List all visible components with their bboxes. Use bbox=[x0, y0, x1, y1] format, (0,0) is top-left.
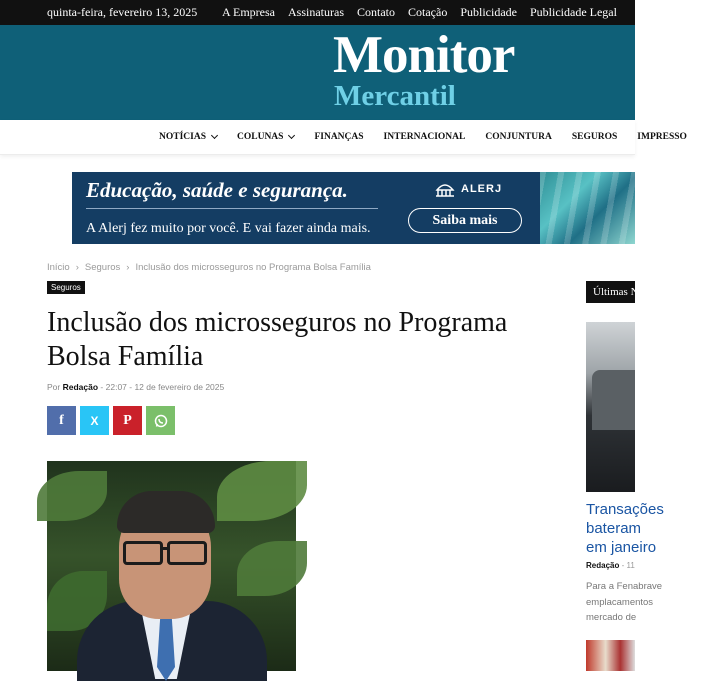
nav-internacional[interactable]: INTERNACIONAL bbox=[383, 132, 466, 142]
top-link-publicidade-legal[interactable]: Publicidade Legal bbox=[529, 5, 617, 19]
meta-separator: - bbox=[100, 382, 106, 392]
top-links bbox=[222, 5, 617, 20]
category-badge[interactable]: Seguros bbox=[47, 281, 85, 294]
facebook-icon: f bbox=[59, 412, 64, 428]
top-link-empresa[interactable]: A Empresa bbox=[222, 5, 275, 19]
nav-financas[interactable]: FINANÇAS bbox=[314, 132, 364, 142]
masthead bbox=[0, 25, 635, 120]
nav-noticias[interactable]: NOTÍCIAS bbox=[159, 132, 217, 142]
facebook-share-button[interactable] bbox=[47, 406, 76, 435]
banner-divider bbox=[86, 208, 378, 209]
whatsapp-share-button[interactable] bbox=[146, 406, 175, 435]
sidebar-post-date: 11 bbox=[626, 561, 635, 570]
article-author[interactable]: Redação bbox=[62, 382, 99, 392]
ad-banner[interactable] bbox=[72, 172, 635, 244]
banner-subline: A Alerj fez muito por você. E vai fazer ainda mais. bbox=[86, 221, 371, 236]
current-date: quinta-feira, fevereiro 13, 2025 bbox=[47, 5, 198, 19]
sidebar-post-author[interactable]: Redação bbox=[586, 561, 620, 570]
whatsapp-icon bbox=[154, 414, 168, 428]
article-meta bbox=[47, 382, 224, 392]
x-icon: X bbox=[90, 413, 99, 428]
chevron-down-icon bbox=[211, 132, 218, 139]
by-label: Por bbox=[47, 382, 61, 392]
article-title: Inclusão dos microsseguros no Programa Bolsa Família bbox=[47, 307, 508, 372]
top-link-assinaturas[interactable]: Assinaturas bbox=[288, 5, 344, 19]
main-nav bbox=[0, 120, 687, 155]
breadcrumb-separator: › bbox=[126, 262, 130, 273]
person-hair bbox=[117, 491, 215, 533]
alerj-logo bbox=[434, 181, 502, 197]
article-photo bbox=[47, 461, 296, 671]
pinterest-share-button[interactable] bbox=[113, 406, 142, 435]
sidebar-post-meta: Redação - 11 bbox=[586, 561, 635, 570]
alerj-brand: ALERJ bbox=[461, 183, 503, 195]
top-link-contato[interactable]: Contato bbox=[357, 5, 395, 19]
x-share-button[interactable] bbox=[80, 406, 109, 435]
top-link-publicidade[interactable]: Publicidade bbox=[460, 5, 517, 19]
sidebar-post-excerpt: Para a Fenabrave emplacamentos mercado de bbox=[586, 581, 663, 623]
breadcrumb-separator: › bbox=[75, 262, 79, 273]
logo-mercantil[interactable]: Mercantil bbox=[334, 80, 456, 112]
foliage bbox=[37, 471, 107, 521]
person-glasses bbox=[123, 541, 207, 561]
chevron-down-icon bbox=[288, 132, 295, 139]
logo-monitor[interactable]: Monitor bbox=[333, 26, 515, 84]
sidebar-next-thumbnail[interactable] bbox=[586, 640, 635, 671]
dome-icon bbox=[434, 181, 456, 197]
breadcrumb-home[interactable]: Início bbox=[47, 262, 70, 273]
top-link-cotacao[interactable]: Cotação bbox=[408, 5, 448, 19]
article-datetime: 22:07 - 12 de fevereiro de 2025 bbox=[105, 382, 225, 392]
breadcrumb-current: Inclusão dos microsseguros no Programa Bolsa Família bbox=[135, 262, 371, 273]
banner-cta-button[interactable]: Saiba mais bbox=[408, 208, 522, 233]
nav-colunas[interactable]: COLUNAS bbox=[237, 132, 294, 142]
nav-impresso[interactable]: IMPRESSO bbox=[637, 132, 687, 142]
pinterest-icon: P bbox=[123, 412, 132, 428]
sidebar-post-title[interactable]: Transações bateram em janeiro bbox=[586, 501, 664, 556]
breadcrumb-category[interactable]: Seguros bbox=[84, 262, 121, 273]
banner-headline: Educação, saúde e segurança. bbox=[86, 178, 348, 202]
foliage bbox=[217, 461, 307, 521]
nav-seguros[interactable]: SEGUROS bbox=[571, 132, 618, 142]
banner-photo bbox=[540, 172, 635, 244]
sidebar-post-photo[interactable] bbox=[586, 322, 635, 492]
breadcrumb bbox=[47, 262, 371, 273]
nav-conjuntura[interactable]: CONJUNTURA bbox=[485, 132, 552, 142]
top-bar bbox=[0, 0, 635, 25]
foliage bbox=[237, 541, 307, 596]
share-buttons bbox=[47, 406, 175, 435]
sidebar-heading: Últimas Notícias bbox=[586, 281, 635, 303]
